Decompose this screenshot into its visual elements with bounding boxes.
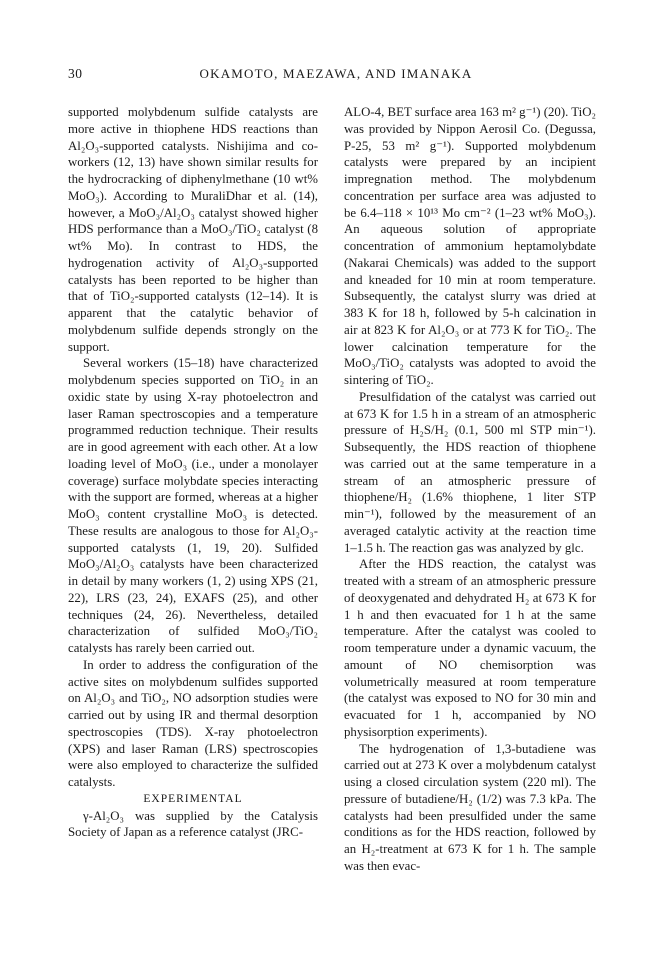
right-column xyxy=(344,104,596,875)
paragraph: Presulfidation of the catalyst was carried out at 673 K for 1.5 h in a stream of an atmospheric pressure of H₂S/H₂ (0.1, 500 ml STP min⁻¹). Subsequently, the HDS reaction of thiophene was carried out at the same temperature in a stream of an atmospheric pressure of thiophene/H₂ (1.6% thiophene, 1 liter STP min⁻¹), followed by the measurement of an averaged catalytic activity at the reaction time 1–1.5 h. The reaction gas was analyzed by glc. xyxy=(344,389,596,555)
page-number: 30 xyxy=(68,66,83,81)
paragraph: ALO-4, BET surface area 163 m² g⁻¹) (20). TiO₂ was provided by Nippon Aerosil Co. (Degussa, P-25, 53 m² g⁻¹). Supported molybdenum catalysts were prepared by an incipient impregnation method. The molybdenum concentration per surface area was adjusted to be 6.4–118 × 10¹³ Mo cm⁻² (1–23 wt% MoO₃). An aqueous solution of appropriate concentration of ammonium heptamolybdate (Nakarai Chemicals) was added to the support and kneaded for 10 min at room temperature. Subsequently, the catalyst slurry was dried at 383 K for 18 h, followed by 5-h calcination in air at 823 K for Al₂O₃ or at 773 K for TiO₂. The lower calcination temperature for the MoO₃/TiO₂ catalysts was adopted to avoid the sintering of TiO₂. xyxy=(344,105,597,387)
section-heading: EXPERIMENTAL xyxy=(143,792,243,805)
paragraph: After the HDS reaction, the catalyst was treated with a stream of an atmospheric pressure of deoxygenated and dehydrated H₂ at 673 K for 1 h and then evacuated for 1 h at the same temperature. After the catalyst was cooled to room temperature under a dynamic vacuum, the amount of NO chemisorption was volumetrically measured at room temperature (the catalyst was exposed to NO for 30 min and evacuated for 1 h, accompanied by NO physisorption experiments). xyxy=(344,557,596,739)
paragraph: The hydrogenation of 1,3-butadiene was carried out at 273 K over a molybdenum catalyst using a closed circulation system (220 ml). The pressure of butadiene/H₂ (1/2) was 7.3 kPa. The catalysts had been presulfided under the same conditions as for the HDS reaction, followed by an H₂-treatment at 673 K for 1 h. The sample was then evac- xyxy=(344,741,596,873)
paragraph: In order to address the configuration of the active sites on molybdenum sulfides supported on Al₂O₃ and TiO₂, NO adsorption studies were carried out by using IR and thermal desorption spectroscopies (TDS). X-ray photoelectron (XPS) and laser Raman (LRS) spectroscopies were also employed to characterize the sulfided catalysts. xyxy=(68,657,318,789)
paragraph: Several workers (15–18) have characterized molybdenum species supported on TiO₂ in an oxidic state by using X-ray photoelectron and laser Raman spectroscopies and a temperature programmed reduction technique. Their results are in good agreement with each other. At a low loading level of MoO₃ (i.e., under a monolayer coverage) surface molybdate species interacting with the support are formed, whereas at a higher MoO₃ content crystalline MoO₃ is detected. These results are analogous to those for Al₂O₃-supported catalysts (1, 19, 20). Sulfided MoO₃/Al₂O₃ catalysts have been characterized in detail by many workers (1, 2) using XPS (21, 22), LRS (23, 24), EXAFS (25), and other techniques (24, 26). Nevertheless, detailed characterization of sulfided MoO₃/TiO₂ catalysts has rarely been carried out. xyxy=(68,356,318,655)
left-column xyxy=(68,104,318,841)
paragraph: supported molybdenum sulfide catalysts are more active in thiophene HDS reactions than Al₂O₃-supported catalysts. Nishijima and co-workers (12, 13) have shown similar results for the hydrocracking of diphenylmethane (10 wt% MoO₃). According to MuraliDhar et al. (14), however, a MoO₃/Al₂O₃ catalyst showed higher HDS performance than a MoO₃/TiO₂ catalyst (8 wt% Mo). In contrast to HDS, the hydrogenation activity of Al₂O₃-supported catalysts has been reported to be higher than that of TiO₂-supported catalysts (12–14). It is apparent that the catalytic behavior of molybdenum sulfide depends strongly on the support. xyxy=(68,105,318,354)
running-head: OKAMOTO, MAEZAWA, AND IMANAKA xyxy=(199,66,473,81)
paragraph: γ-Al₂O₃ was supplied by the Catalysis Society of Japan as a reference catalyst (JRC- xyxy=(68,808,318,840)
